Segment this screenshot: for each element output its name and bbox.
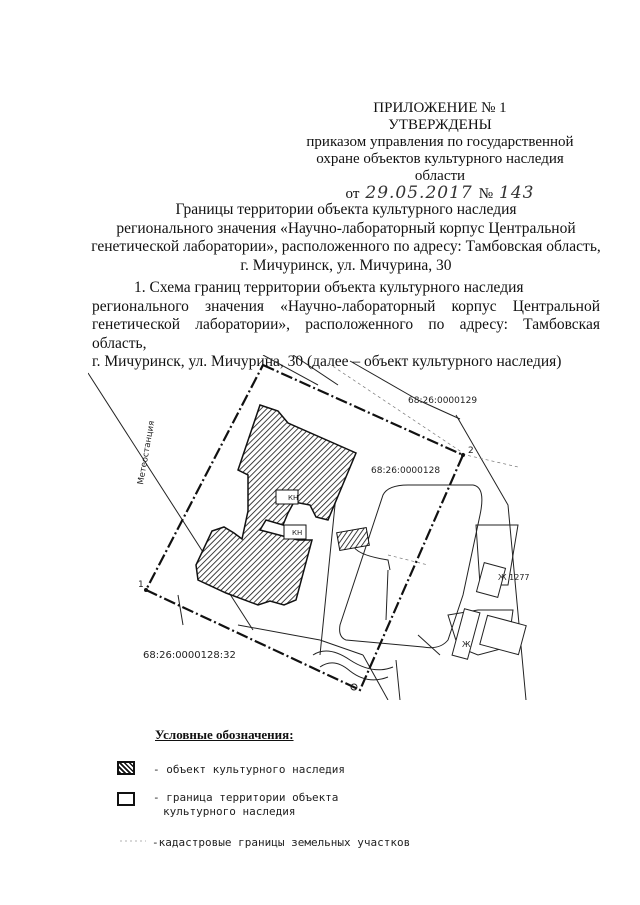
title-line: генетической лаборатории», расположенного по адресу: Тамбовская область,: [91, 238, 601, 255]
legend-title: Условные обозначения:: [155, 727, 294, 742]
parcel-label-top-right: 68:26:0000129: [408, 396, 478, 406]
zh-label: Ж: [462, 640, 471, 649]
section-line: генетической лаборатории», расположенного по адресу: Тамбовская область,: [92, 316, 600, 352]
title-line: Границы территории объекта культурного наследия: [175, 201, 517, 218]
street-label: Метеостанция: [136, 420, 158, 486]
boundary-point-1: [144, 588, 148, 592]
parcel-label-bottom-left: 68:26:0000128:32: [143, 650, 236, 661]
title-line: регионального значения «Научно-лабораторный корпус Центральной: [116, 219, 576, 237]
handwritten-date: 29.05.2017: [365, 183, 473, 203]
boundary-point-2: [461, 453, 465, 457]
cadastral-legend-icon: [118, 834, 148, 848]
section-line: 1. Схема границ территории объекта культурного наследия: [134, 279, 524, 296]
building-label: Ж 1277: [498, 573, 530, 582]
legend-boundary-line-1: - граница территории объекта: [153, 791, 339, 804]
date-prefix: от: [345, 186, 360, 202]
point-label-1: 1: [138, 580, 144, 590]
legend-cadastral: -кадастровые границы земельных участков: [152, 836, 411, 849]
entrance-steps: [337, 528, 370, 551]
legend-heritage-object: - объект культурного наследия: [153, 763, 346, 776]
document-title: [88, 201, 604, 275]
section-line: г. Мичуринск, ул. Мичурина, 30 (далее – объект культурного наследия): [92, 353, 562, 370]
heritage-object-legend-icon: [117, 761, 135, 775]
approved-label: УТВЕРЖДЕНЫ: [388, 117, 492, 133]
road: [313, 651, 393, 690]
handwritten-number: 143: [499, 183, 535, 203]
boundary-scheme-map: [88, 355, 608, 700]
legend-boundary-line-2: культурного наследия: [163, 805, 296, 818]
appendix-line-2: охране объектов культурного наследия области: [316, 151, 564, 184]
appendix-line-1: приказом управления по государственной: [306, 134, 574, 150]
kn-label: КН: [292, 529, 303, 537]
parcel-label-center: 68:26:0000128: [371, 466, 441, 476]
section-line: регионального значения «Научно-лабораторный корпус Центральной: [92, 297, 600, 315]
appendix-header: ПРИЛОЖЕНИЕ № 1: [373, 100, 507, 116]
appendix-block: [290, 100, 590, 203]
point-label-2: 2: [468, 446, 474, 456]
heritage-building: [196, 405, 356, 605]
cadastral-boundary-line: [328, 363, 518, 467]
cadastral-boundary-line: [388, 555, 428, 565]
title-line: г. Мичуринск, ул. Мичурина, 30: [240, 256, 452, 274]
number-prefix: №: [478, 186, 494, 202]
kn-label: КН: [288, 494, 299, 502]
boundary-legend-icon: [117, 792, 135, 806]
